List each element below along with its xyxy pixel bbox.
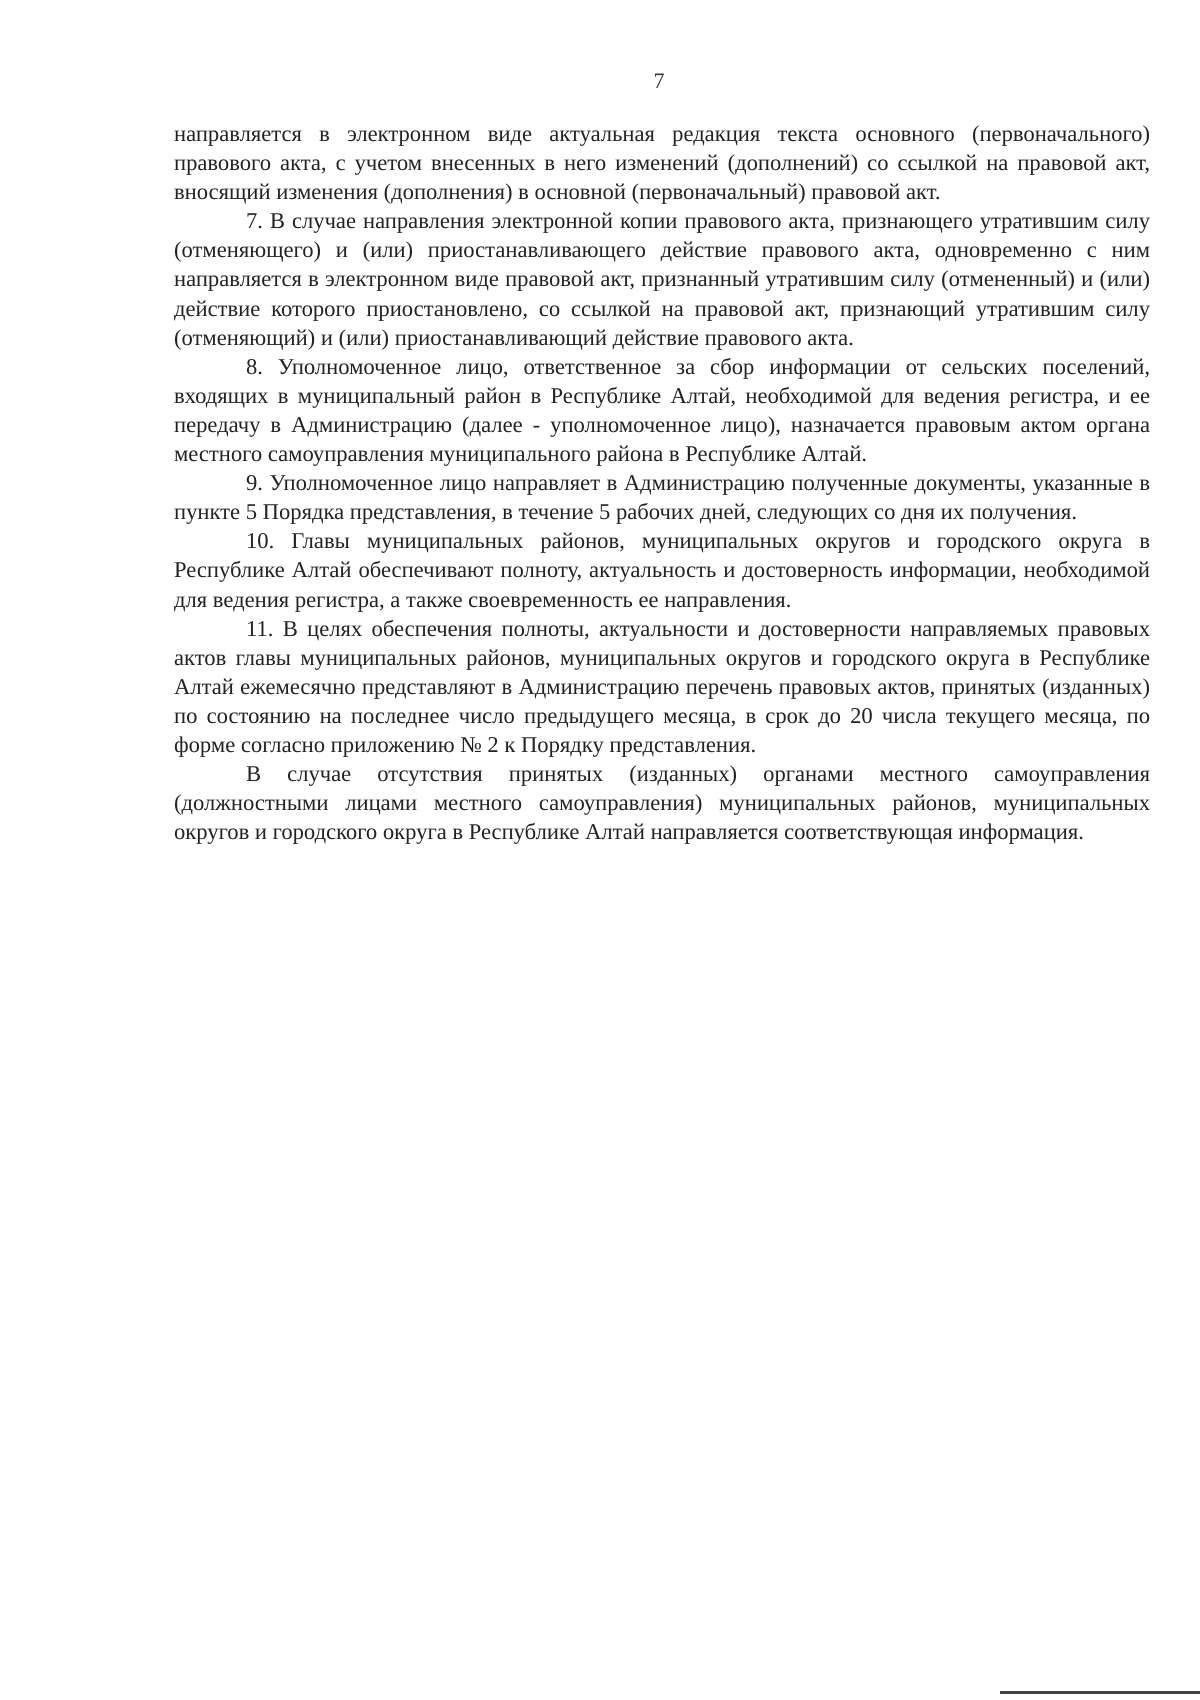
footer-rule <box>1000 1691 1200 1694</box>
paragraph-7: 7. В случае направления электронной копии правового акта, признающего утратившим силу (отменяющего) и (или) приостанавливающего действие правового акта, одновременно с ним направляется в электронном виде правовой акт, признанный утратившим силу (отмененный) и (или) действие которого приостановлено, со ссылкой на правовой акт, признающий утратившим силу (отменяющий) и (или) приостанавливающий действие правового акта. <box>174 208 1150 350</box>
paragraph-11: 11. В целях обеспечения полноты, актуальности и достоверности направляемых правовых актов главы муниципальных районов, муниципальных округов и городского округа в Республике Алтай ежемесячно представляют в Администрацию перечень правовых актов, принятых (изданных) по состоянию на последнее число предыдущего месяца, в срок до 20 числа текущего месяца, по форме согласно приложению № 2 к Порядку представления. <box>174 615 1150 757</box>
document-body <box>174 119 1150 846</box>
paragraph-11-continuation: В случае отсутствия принятых (изданных) органами местного самоуправления (должностными лицами местного самоуправления) муниципальных районов, муниципальных округов и городского округа в Республике Алтай направляется соответствующая информация. <box>174 761 1150 845</box>
paragraph-10: 10. Главы муниципальных районов, муниципальных округов и городского округа в Республике Алтай обеспечивают полноту, актуальность и достоверность информации, необходимой для ведения регистра, а также своевременность ее направления. <box>174 528 1150 612</box>
paragraph-9: 9. Уполномоченное лицо направляет в Администрацию полученные документы, указанные в пункте 5 Порядка представления, в течение 5 рабочих дней, следующих со дня их получения. <box>174 470 1150 525</box>
page-number: 7 <box>653 68 665 93</box>
paragraph-8: 8. Уполномоченное лицо, ответственное за сбор информации от сельских поселений, входящих в муниципальный район в Республике Алтай, необходимой для ведения регистра, и ее передачу в Администрацию (далее - уполномоченное лицо), назначается правовым актом органа местного самоуправления муниципального района в Республике Алтай. <box>174 353 1150 467</box>
paragraph-continuation: направляется в электронном виде актуальная редакция текста основного (первоначального) правового акта, с учетом внесенных в него изменений (дополнений) со ссылкой на правовой акт, вносящий изменения (дополнения) в основной (первоначальный) правовой акт. <box>174 121 1150 205</box>
